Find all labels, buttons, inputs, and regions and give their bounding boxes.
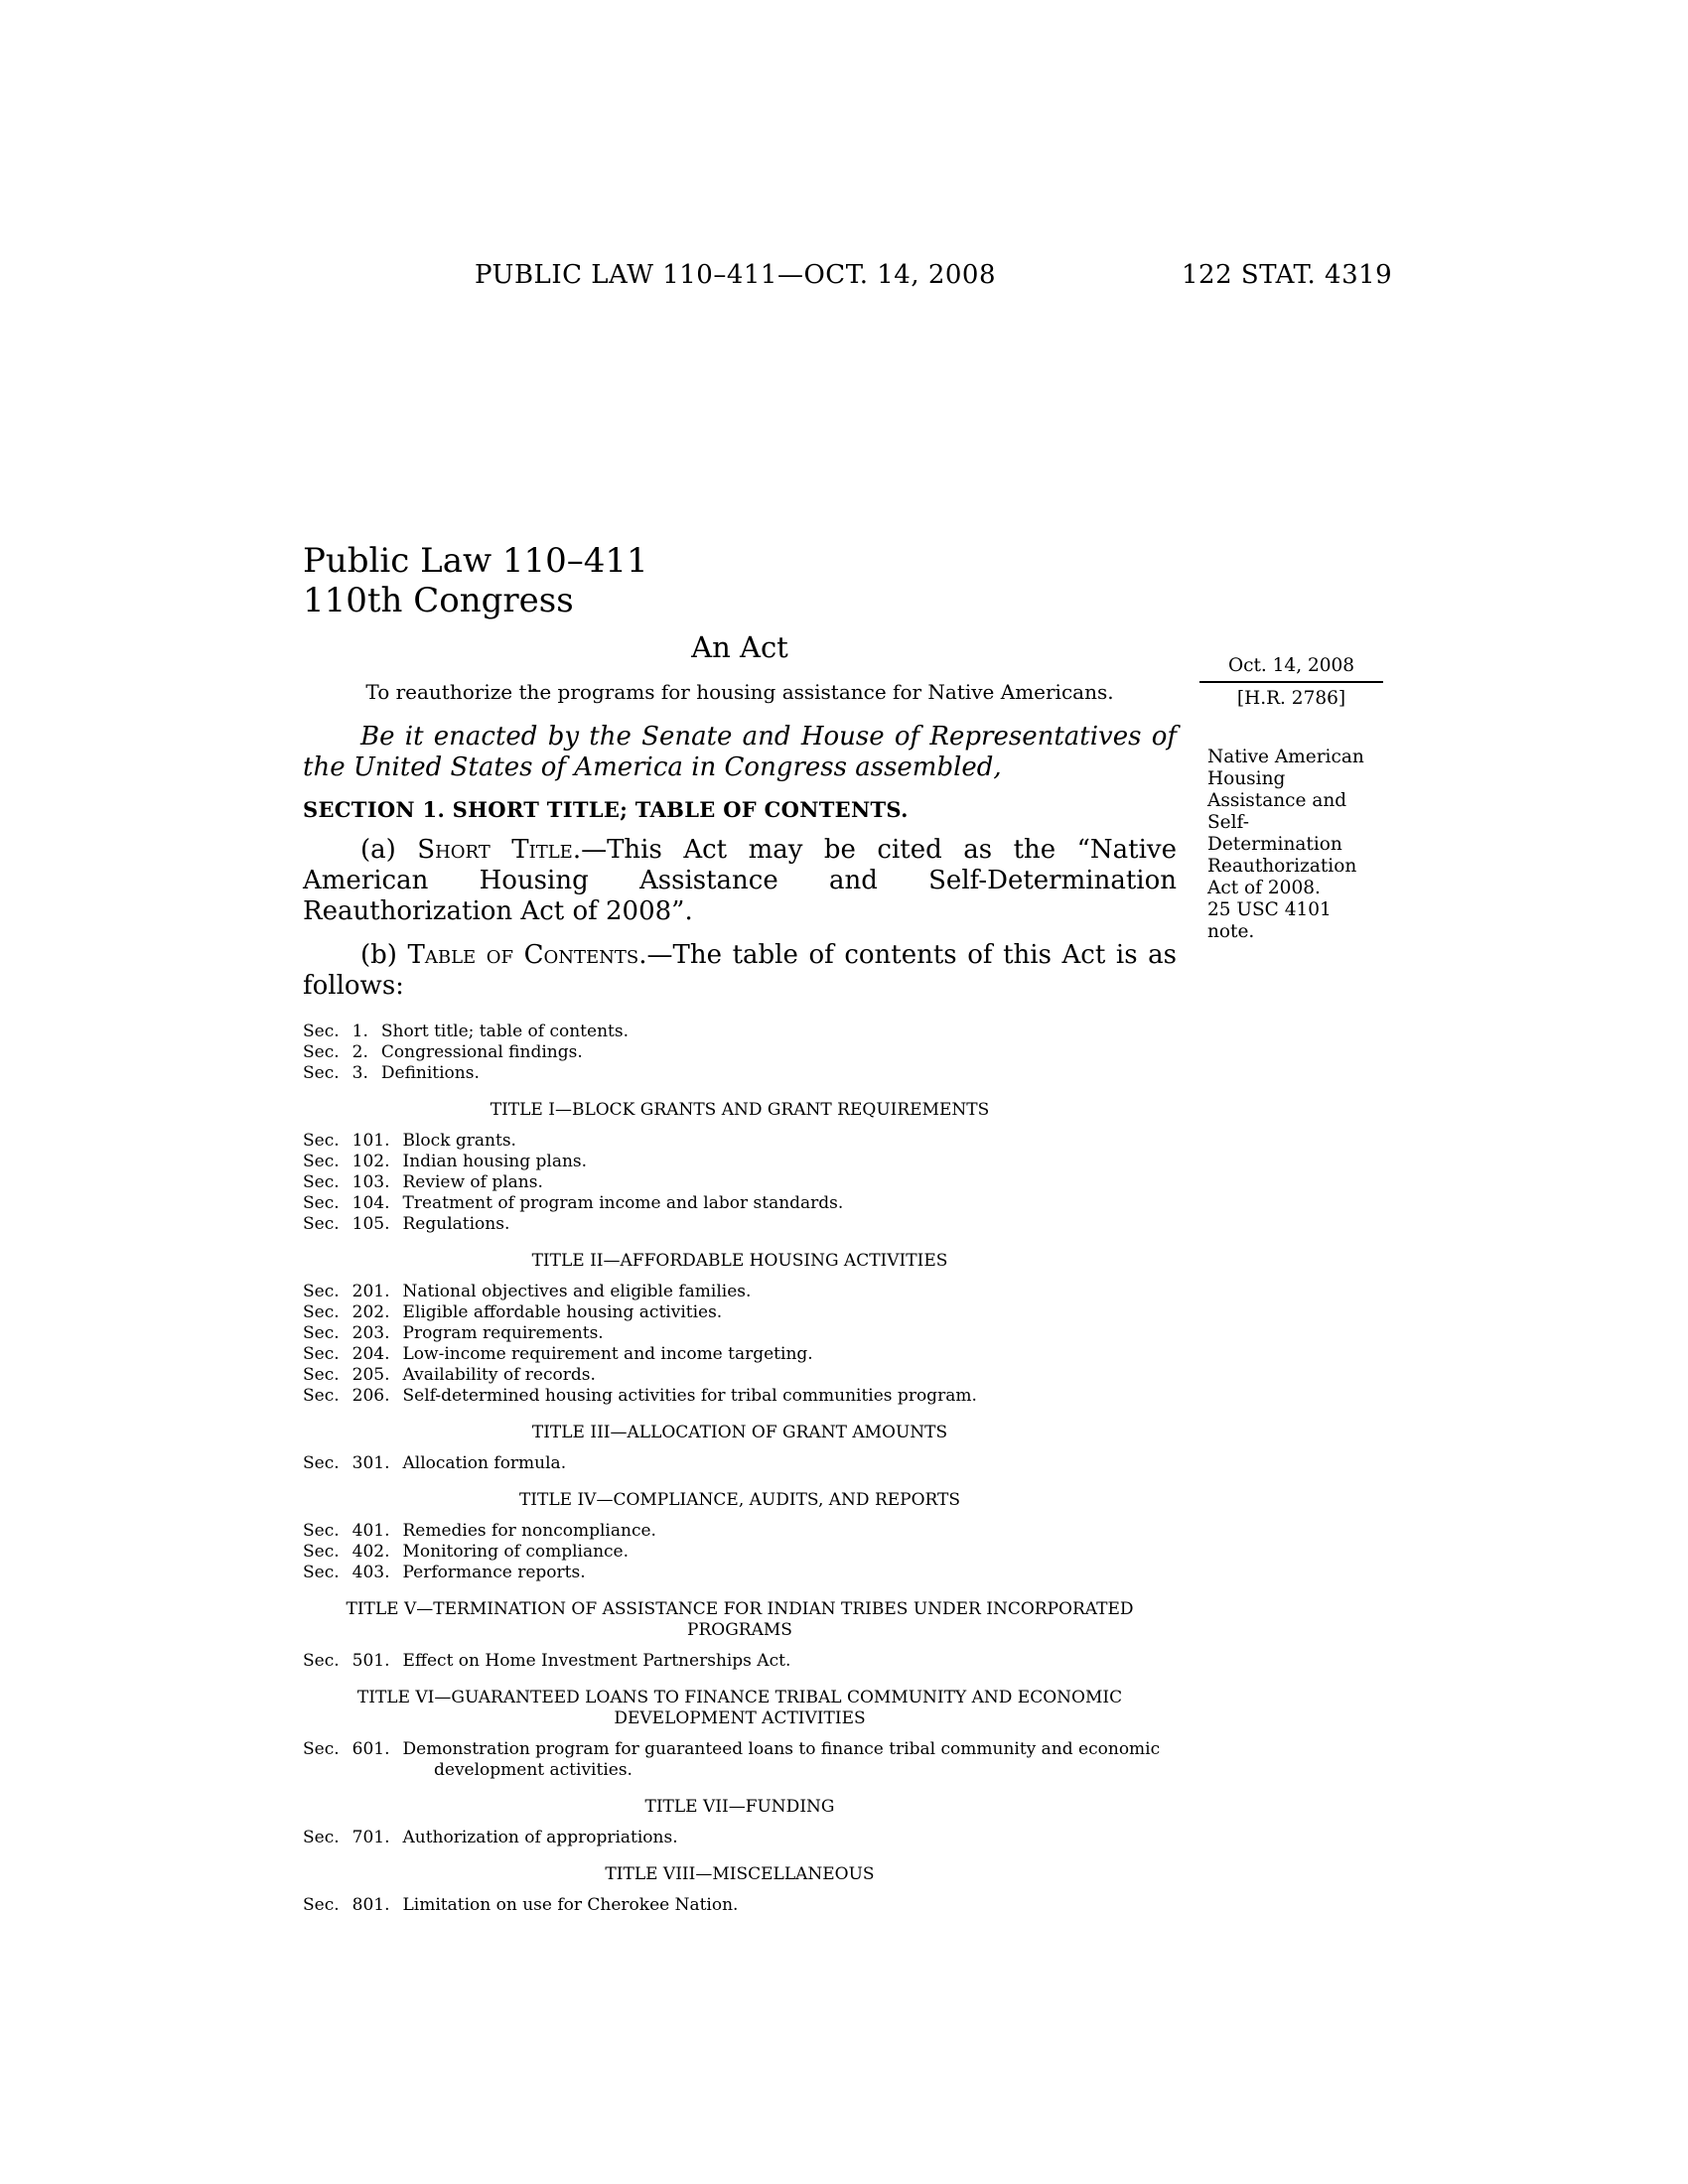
enactment-date: Oct. 14, 2008 xyxy=(1199,655,1383,683)
section-1b-paragraph xyxy=(303,940,1177,1002)
toc-title-heading: TITLE III—ALLOCATION OF GRANT AMOUNTS xyxy=(531,1423,948,1442)
toc-sec-number: 104. xyxy=(352,1193,390,1213)
toc-entry xyxy=(303,1323,1177,1344)
toc-sec-text: Treatment of program income and labor standards. xyxy=(402,1193,844,1213)
toc-sec-number: 402. xyxy=(352,1542,390,1562)
running-head-stat: 122 STAT. 4319 xyxy=(1182,260,1393,290)
toc-entry xyxy=(303,1386,1177,1407)
toc-sec-text: Demonstration program for guaranteed loans to finance tribal community and economic development activities. xyxy=(402,1739,1161,1780)
toc-sec-label: Sec. xyxy=(303,1022,340,1041)
subsection-a-prefix: (a) xyxy=(360,835,418,865)
toc-entry xyxy=(303,1828,1177,1848)
toc-entry xyxy=(303,1739,1177,1781)
toc-sec-number: 403. xyxy=(352,1563,390,1582)
toc-sec-number: 206. xyxy=(352,1386,390,1406)
toc-sec-label: Sec. xyxy=(303,1302,340,1322)
toc-sec-number: 301. xyxy=(352,1453,390,1473)
toc-title-heading: TITLE IV—COMPLIANCE, AUDITS, AND REPORTS xyxy=(518,1490,961,1510)
margin-date-block xyxy=(1199,655,1383,709)
toc-sec-label: Sec. xyxy=(303,1453,340,1473)
section-1-heading: SECTION 1. SHORT TITLE; TABLE OF CONTENTS. xyxy=(303,797,909,822)
toc-sec-label: Sec. xyxy=(303,1193,340,1213)
margin-note-block xyxy=(1207,747,1381,943)
toc-entry xyxy=(303,1542,1177,1563)
toc-sec-text: Monitoring of compliance. xyxy=(402,1542,630,1562)
toc-sec-label: Sec. xyxy=(303,1172,340,1192)
toc-entry xyxy=(303,1895,1177,1916)
toc-entry xyxy=(303,1193,1177,1214)
section-1a-paragraph xyxy=(303,835,1177,927)
toc-title-heading: TITLE VI—GUARANTEED LOANS TO FINANCE TRIBAL COMMUNITY AND ECONOMIC DEVELOPMENT ACTIVITIES xyxy=(356,1688,1123,1728)
toc-entry xyxy=(303,1453,1177,1474)
toc-sec-label: Sec. xyxy=(303,1563,340,1582)
toc-sec-text: Limitation on use for Cherokee Nation. xyxy=(402,1895,739,1915)
toc-title-heading: TITLE VII—FUNDING xyxy=(644,1797,835,1817)
toc-sec-number: 401. xyxy=(352,1521,390,1541)
toc-sec-number: 701. xyxy=(352,1828,390,1847)
toc-sec-label: Sec. xyxy=(303,1521,340,1541)
toc-sec-text: Regulations. xyxy=(402,1214,510,1234)
toc-sec-number: 102. xyxy=(352,1152,390,1171)
toc-sec-text: Allocation formula. xyxy=(402,1453,567,1473)
toc-entry xyxy=(303,1022,1177,1042)
main-column xyxy=(303,541,1177,1916)
table-of-contents xyxy=(303,1022,1177,1916)
toc-sec-number: 3. xyxy=(352,1063,368,1083)
toc-title-heading: TITLE I—BLOCK GRANTS AND GRANT REQUIREMENTS xyxy=(490,1100,990,1120)
toc-sec-text: Performance reports. xyxy=(402,1563,586,1582)
an-act-heading: An Act xyxy=(691,630,788,664)
toc-sec-label: Sec. xyxy=(303,1542,340,1562)
toc-entry xyxy=(303,1282,1177,1302)
toc-sec-label: Sec. xyxy=(303,1323,340,1343)
subsection-b-label: Table of Contents xyxy=(407,940,639,970)
toc-entry xyxy=(303,1063,1177,1084)
toc-sec-label: Sec. xyxy=(303,1344,340,1364)
toc-entry xyxy=(303,1042,1177,1063)
toc-sec-number: 202. xyxy=(352,1302,390,1322)
toc-sec-text: Authorization of appropriations. xyxy=(402,1828,678,1847)
toc-sec-number: 2. xyxy=(352,1042,368,1062)
toc-sec-text: Congressional findings. xyxy=(380,1042,583,1062)
toc-sec-label: Sec. xyxy=(303,1063,340,1083)
toc-sec-text: Block grants. xyxy=(402,1131,516,1151)
toc-entry xyxy=(303,1563,1177,1583)
toc-entry xyxy=(303,1131,1177,1152)
toc-sec-text: Low-income requirement and income targeting. xyxy=(402,1344,813,1364)
toc-sec-text: Indian housing plans. xyxy=(402,1152,588,1171)
toc-sec-number: 801. xyxy=(352,1895,390,1915)
congress-number: 110th Congress xyxy=(303,581,574,620)
toc-entry xyxy=(303,1365,1177,1386)
toc-sec-label: Sec. xyxy=(303,1042,340,1062)
toc-sec-label: Sec. xyxy=(303,1386,340,1406)
toc-title-heading: TITLE VIII—MISCELLANEOUS xyxy=(605,1864,875,1884)
toc-title-heading: TITLE V—TERMINATION OF ASSISTANCE FOR INDIAN TRIBES UNDER INCORPORATED PROGRAMS xyxy=(346,1599,1134,1640)
toc-sec-text: Self-determined housing activities for tribal communities program. xyxy=(402,1386,977,1406)
toc-sec-label: Sec. xyxy=(303,1828,340,1847)
toc-sec-number: 205. xyxy=(352,1365,390,1385)
toc-entry xyxy=(303,1651,1177,1672)
toc-sec-number: 103. xyxy=(352,1172,390,1192)
toc-sec-number: 101. xyxy=(352,1131,390,1151)
subsection-b-text: .—The table of contents of this Act is as follows: xyxy=(303,940,1177,1001)
toc-sec-number: 601. xyxy=(352,1739,390,1759)
toc-sec-number: 203. xyxy=(352,1323,390,1343)
toc-entry xyxy=(303,1302,1177,1323)
subsection-a-text: .—This Act may be cited as the “Native American Housing Assistance and Self-Determination Reauthorization Act of 2008”. xyxy=(303,835,1178,926)
toc-sec-text: Availability of records. xyxy=(402,1365,596,1385)
toc-sec-number: 105. xyxy=(352,1214,390,1234)
toc-sec-number: 1. xyxy=(352,1022,368,1041)
subsection-b-prefix: (b) xyxy=(360,940,408,970)
toc-sec-text: Definitions. xyxy=(380,1063,480,1083)
toc-sec-label: Sec. xyxy=(303,1152,340,1171)
toc-sec-label: Sec. xyxy=(303,1131,340,1151)
toc-sec-text: Effect on Home Investment Partnerships Act. xyxy=(402,1651,791,1671)
toc-sec-label: Sec. xyxy=(303,1214,340,1234)
toc-title-heading: TITLE II—AFFORDABLE HOUSING ACTIVITIES xyxy=(531,1251,948,1271)
public-law-number: Public Law 110–411 xyxy=(303,541,648,581)
toc-sec-text: Remedies for noncompliance. xyxy=(402,1521,656,1541)
bill-number: [H.R. 2786] xyxy=(1236,688,1346,709)
toc-sec-text: Short title; table of contents. xyxy=(380,1022,629,1041)
toc-entry xyxy=(303,1344,1177,1365)
toc-sec-label: Sec. xyxy=(303,1895,340,1915)
toc-sec-label: Sec. xyxy=(303,1651,340,1671)
toc-entry xyxy=(303,1152,1177,1172)
toc-sec-text: Review of plans. xyxy=(402,1172,543,1192)
usc-note: 25 USC 4101 note. xyxy=(1207,899,1332,942)
toc-sec-text: National objectives and eligible families. xyxy=(402,1282,752,1301)
toc-entry xyxy=(303,1214,1177,1235)
toc-sec-number: 501. xyxy=(352,1651,390,1671)
toc-sec-text: Eligible affordable housing activities. xyxy=(402,1302,723,1322)
toc-sec-label: Sec. xyxy=(303,1365,340,1385)
subsection-a-label: Short Title xyxy=(417,835,573,865)
toc-sec-number: 204. xyxy=(352,1344,390,1364)
toc-sec-label: Sec. xyxy=(303,1739,340,1759)
act-purpose: To reauthorize the programs for housing assistance for Native Americans. xyxy=(365,680,1114,704)
short-title-note: Native American Housing Assistance and Self-Determination Reauthorization Act of 2008. xyxy=(1207,747,1364,898)
toc-sec-number: 201. xyxy=(352,1282,390,1301)
running-head-law: PUBLIC LAW 110–411—OCT. 14, 2008 xyxy=(475,260,997,290)
toc-entry xyxy=(303,1521,1177,1542)
toc-sec-text: Program requirements. xyxy=(402,1323,604,1343)
toc-sec-label: Sec. xyxy=(303,1282,340,1301)
toc-entry xyxy=(303,1172,1177,1193)
enacting-clause: Be it enacted by the Senate and House of Representatives of the United States of America in Congress assembled, xyxy=(303,722,1177,782)
